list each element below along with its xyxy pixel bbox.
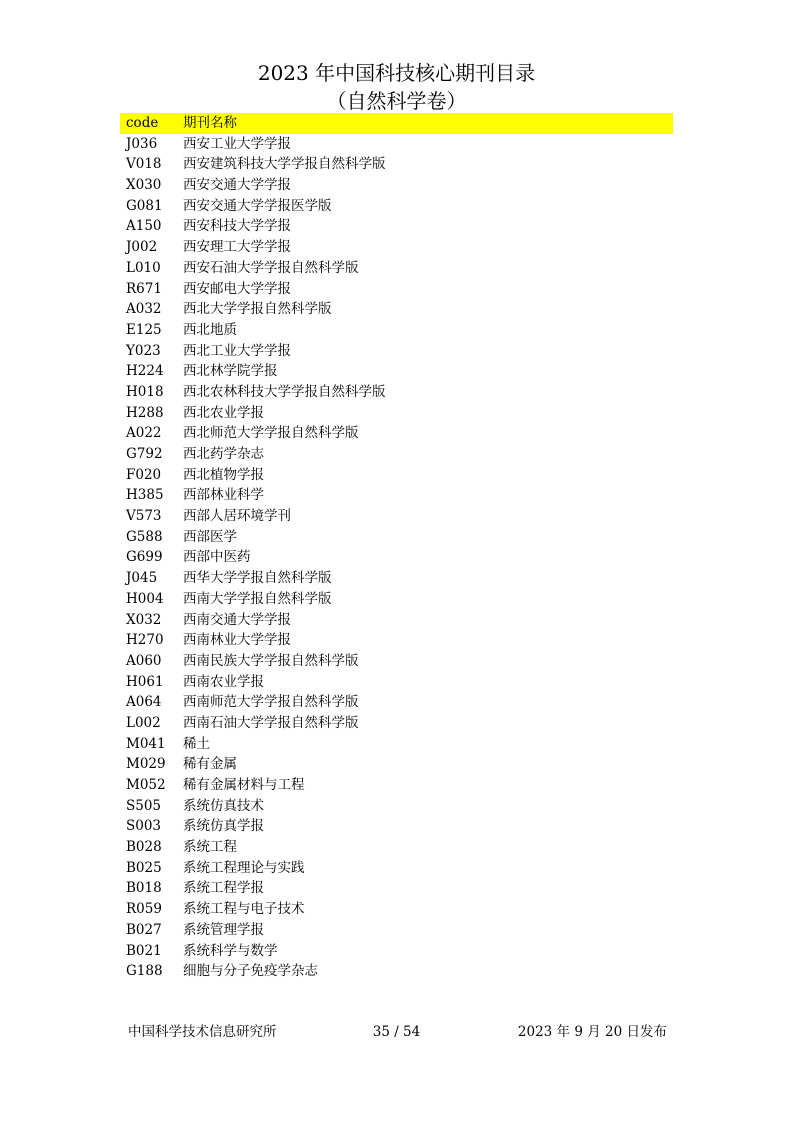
table-row: [120, 216, 673, 237]
journal-name: 西安理工大学学报: [183, 239, 291, 256]
table-row: [120, 837, 673, 858]
table-row: [120, 134, 673, 155]
journal-code: M029: [126, 756, 166, 773]
journal-code: R059: [126, 901, 162, 918]
table-row: [120, 547, 673, 568]
journal-code: B021: [126, 942, 162, 959]
journal-code: B027: [126, 921, 162, 938]
table-row: [120, 630, 673, 651]
table-row: [120, 196, 673, 217]
journal-name: 西北农业学报: [183, 404, 264, 421]
journal-code: A022: [126, 425, 162, 442]
journal-code: G699: [126, 549, 163, 566]
journal-name: 系统仿真技术: [183, 797, 264, 814]
table-body: [120, 134, 673, 982]
table-row: [120, 920, 673, 941]
journal-name: 系统仿真学报: [183, 818, 264, 835]
journal-name: 西北大学学报自然科学版: [183, 301, 332, 318]
journal-table: [120, 113, 673, 982]
journal-name: 西部林业科学: [183, 487, 264, 504]
header-code: code: [126, 115, 159, 131]
journal-name: 系统工程学报: [183, 880, 264, 897]
journal-name: 系统工程理论与实践: [183, 859, 305, 876]
journal-code: X030: [126, 177, 162, 194]
journal-code: J002: [126, 239, 158, 256]
journal-code: H270: [126, 632, 164, 649]
journal-name: 西北药学杂志: [183, 446, 264, 462]
journal-code: B028: [126, 839, 162, 856]
page-title: 2023 年中国科技核心期刊目录: [257, 61, 536, 85]
journal-name: 稀土: [183, 735, 210, 752]
journal-code: F020: [126, 466, 162, 483]
table-row: [120, 899, 673, 920]
footer-publisher: 中国科学技术信息研究所: [128, 1024, 277, 1040]
table-row: [120, 465, 673, 486]
table-row: [120, 754, 673, 775]
table-row: [120, 299, 673, 320]
journal-name: 西南交通大学学报: [183, 611, 291, 628]
header-name: 期刊名称: [183, 115, 237, 131]
journal-code: L010: [126, 259, 161, 276]
journal-name: 西南石油大学学报自然科学版: [183, 714, 359, 731]
table-row: [120, 672, 673, 693]
journal-name: 西安科技大学学报: [183, 218, 291, 235]
journal-name: 西安建筑科技大学学报自然科学版: [183, 156, 386, 173]
journal-code: J036: [126, 135, 158, 152]
journal-name: 西南民族大学学报自然科学版: [183, 652, 359, 669]
table-row: [120, 651, 673, 672]
journal-name: 系统科学与数学: [183, 942, 278, 959]
table-row: [120, 878, 673, 899]
journal-code: A060: [126, 652, 162, 669]
table-row: [120, 485, 673, 506]
journal-code: H018: [126, 383, 164, 400]
journal-code: H004: [126, 590, 164, 607]
journal-name: 西部医学: [183, 528, 237, 545]
journal-code: H385: [126, 487, 164, 504]
table-row: [120, 237, 673, 258]
journal-name: 西南师范大学学报自然科学版: [183, 694, 359, 711]
journal-name: 系统管理学报: [183, 921, 264, 938]
journal-name: 系统工程: [183, 839, 237, 856]
journal-name: 系统工程与电子技术: [183, 901, 305, 918]
table-row: [120, 423, 673, 444]
journal-code: B025: [126, 859, 162, 876]
journal-name: 西华大学学报自然科学版: [183, 570, 332, 587]
journal-code: R671: [126, 280, 162, 297]
journal-name: 西北工业大学学报: [183, 342, 291, 359]
journal-name: 西安邮电大学学报: [183, 280, 291, 297]
journal-code: B018: [126, 880, 162, 897]
table-row: [120, 320, 673, 341]
table-row: [120, 734, 673, 755]
journal-code: Y023: [126, 342, 161, 359]
journal-code: G081: [126, 197, 163, 214]
table-row: [120, 775, 673, 796]
journal-name: 西北林学院学报: [183, 363, 278, 380]
journal-code: E125: [126, 321, 162, 338]
table-row: [120, 403, 673, 424]
journal-code: J045: [126, 570, 158, 587]
journal-name: 西南农业学报: [183, 673, 264, 690]
journal-code: S505: [126, 797, 162, 814]
journal-code: H224: [126, 363, 164, 380]
table-row: [120, 444, 673, 465]
table-row: [120, 610, 673, 631]
table-row: [120, 692, 673, 713]
journal-name: 西安工业大学学报: [183, 135, 291, 152]
journal-name: 稀有金属材料与工程: [183, 777, 305, 793]
journal-code: L002: [126, 714, 161, 731]
journal-name: 西南大学学报自然科学版: [183, 590, 332, 607]
journal-name: 西安石油大学学报自然科学版: [183, 259, 359, 276]
journal-name: 稀有金属: [183, 756, 237, 773]
table-row: [120, 382, 673, 403]
table-row: [120, 258, 673, 279]
journal-name: 细胞与分子免疫学杂志: [183, 963, 318, 980]
journal-name: 西安交通大学学报: [183, 177, 291, 194]
table-row: [120, 506, 673, 527]
journal-code: A032: [126, 301, 162, 318]
journal-code: H288: [126, 404, 164, 421]
table-row: [120, 816, 673, 837]
table-row: [120, 361, 673, 382]
table-row: [120, 341, 673, 362]
table-row: [120, 796, 673, 817]
journal-code: X032: [126, 611, 162, 628]
table-row: [120, 175, 673, 196]
footer-page-number: 35 / 54: [372, 1024, 421, 1040]
table-row: [120, 279, 673, 300]
table-row: [120, 941, 673, 962]
table-row: [120, 713, 673, 734]
table-row: [120, 961, 673, 982]
journal-name: 西北农林科技大学学报自然科学版: [183, 383, 386, 400]
journal-code: M041: [126, 735, 166, 752]
journal-code: M052: [126, 777, 166, 793]
journal-code: A150: [126, 218, 162, 235]
footer-date: 2023 年 9 月 20 日发布: [517, 1024, 667, 1040]
table-row: [120, 527, 673, 548]
journal-code: G588: [126, 528, 163, 545]
journal-name: 西南林业大学学报: [183, 632, 291, 649]
journal-name: 西部中医药: [183, 549, 251, 566]
journal-code: V018: [126, 156, 162, 173]
journal-name: 西北植物学报: [183, 466, 264, 483]
table-row: [120, 858, 673, 879]
journal-code: H061: [126, 673, 164, 690]
journal-code: A064: [126, 694, 162, 711]
journal-name: 西北师范大学学报自然科学版: [183, 425, 359, 442]
table-row: [120, 589, 673, 610]
table-row: [120, 154, 673, 175]
journal-name: 西部人居环境学刊: [183, 508, 291, 525]
journal-name: 西北地质: [183, 321, 237, 338]
table-row: [120, 568, 673, 589]
journal-code: G792: [126, 446, 163, 462]
journal-code: V573: [126, 508, 162, 525]
page-subtitle: （自然科学卷）: [326, 89, 467, 113]
table-header-row: [120, 113, 673, 134]
journal-name: 西安交通大学学报医学版: [183, 197, 332, 214]
journal-code: G188: [126, 963, 163, 980]
journal-code: S003: [126, 818, 162, 835]
